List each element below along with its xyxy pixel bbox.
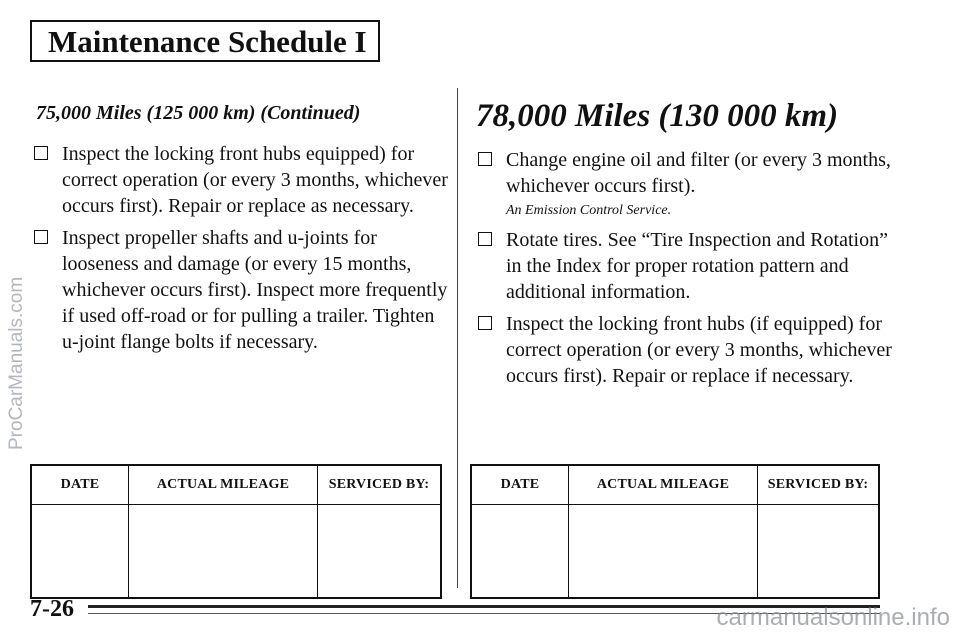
right-column [476,98,896,395]
column-divider [457,88,458,588]
service-record-table [470,464,880,599]
serviced-by-cell[interactable] [318,505,442,599]
page-number: 7-26 [30,596,74,622]
table-row [471,505,879,599]
serviced-by-header: SERVICED BY: [758,465,880,505]
checkbox-icon[interactable] [34,230,48,244]
bottom-watermark: carmanualsonline.info [716,604,950,631]
table-row [31,505,441,599]
date-header: DATE [31,465,129,505]
checklist-item [476,147,896,199]
checklist-item [476,227,896,305]
checklist-item-text: Inspect propeller shafts and u-joints for looseness and damage (or every 15 months, whichever occurs first). Inspect more frequently if used off-road or for pulling a trailer. Tighten u-joint flange bolts if necessary. [62,227,448,353]
date-header: DATE [471,465,569,505]
checkbox-icon[interactable] [34,146,48,160]
serviced-by-cell[interactable] [758,505,880,599]
checklist-item [476,311,896,389]
page-title: Maintenance Schedule I [30,20,380,62]
mileage-header: ACTUAL MILEAGE [569,465,758,505]
date-cell[interactable] [471,505,569,599]
table-header-row [31,465,441,505]
mileage-cell[interactable] [569,505,758,599]
checkbox-icon[interactable] [478,232,492,246]
checklist-item [32,225,448,355]
section-heading: 78,000 Miles (130 000 km) [476,98,839,134]
mileage-cell[interactable] [129,505,318,599]
checkbox-icon[interactable] [478,152,492,166]
service-record-table [30,464,442,599]
checkbox-icon[interactable] [478,316,492,330]
checklist-item-text: Inspect the locking front hubs equipped) for correct operation (or every 3 months, whichever occurs first). Repair or replace as necessary. [62,143,448,217]
section-subheading: 75,000 Miles (125 000 km) (Continued) [36,102,361,124]
serviced-by-header: SERVICED BY: [318,465,442,505]
checklist-item [32,141,448,219]
checklist-item-text: Rotate tires. See “Tire Inspection and Rotation” in the Index for proper rotation pattern and additional information. [506,229,888,303]
date-cell[interactable] [31,505,129,599]
side-watermark: ProCarManuals.com [6,276,27,450]
table-header-row [471,465,879,505]
checklist-item-text: Change engine oil and filter (or every 3 months, whichever occurs first). [506,149,891,197]
emission-note: An Emission Control Service. [506,203,672,218]
checklist-item-text: Inspect the locking front hubs (if equipped) for correct operation (or every 3 months, whichever occurs first). Repair or replace if necessary. [506,313,892,387]
mileage-header: ACTUAL MILEAGE [129,465,318,505]
left-column [32,102,448,361]
